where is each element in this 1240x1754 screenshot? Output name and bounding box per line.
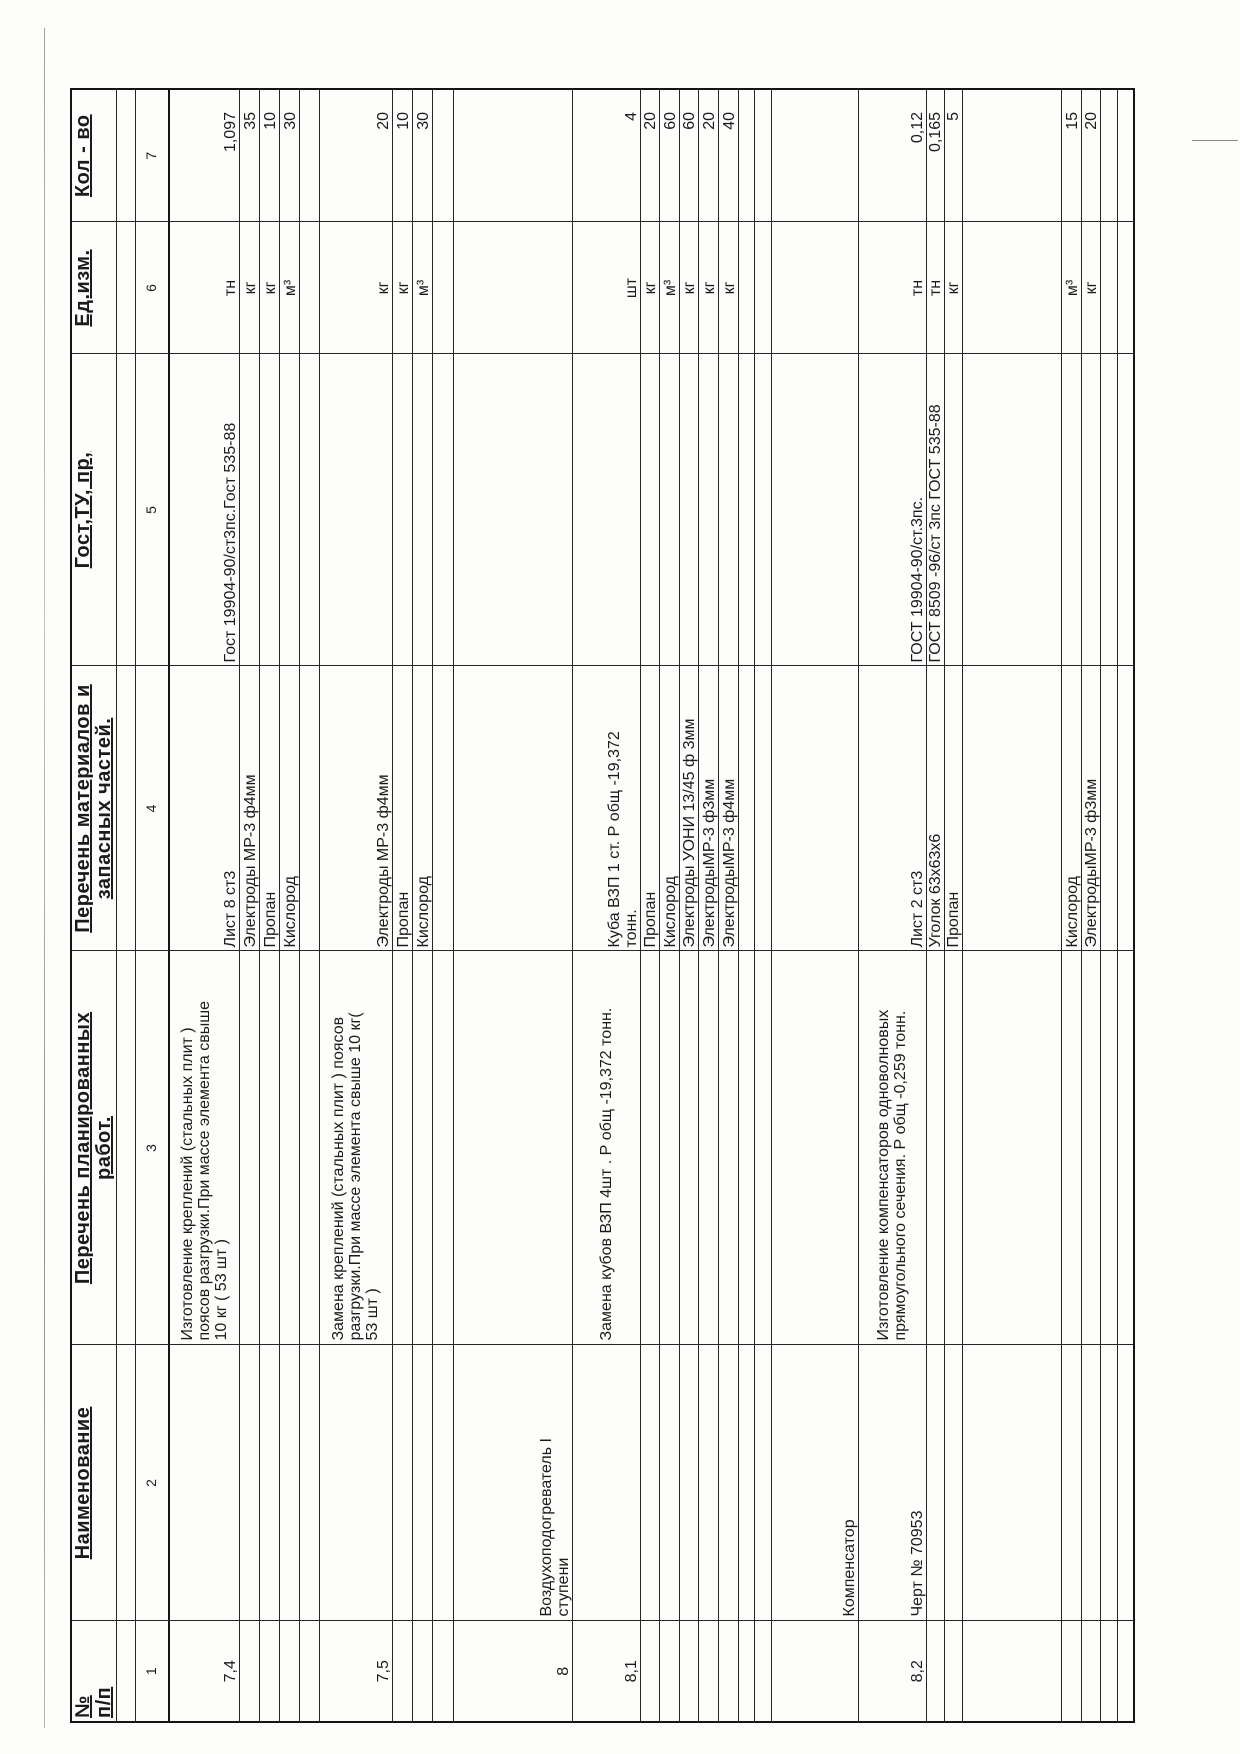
cell-work: Изготовление компенсаторов одноволновых прямоугольного сечения. Р общ -0,259 тонн. bbox=[858, 951, 926, 1345]
table-row bbox=[738, 89, 754, 1722]
cell-qty bbox=[299, 89, 319, 222]
cell-qty: 60 bbox=[659, 89, 679, 222]
cell-gost bbox=[962, 354, 1061, 666]
cell-work bbox=[259, 951, 279, 1345]
header-row bbox=[71, 89, 116, 1722]
cell-qty bbox=[1117, 89, 1134, 222]
spacer-cell bbox=[116, 951, 135, 1345]
cell-unit: кг bbox=[718, 222, 738, 354]
table-row bbox=[926, 89, 944, 1722]
cell-unit: м³ bbox=[659, 222, 679, 354]
table-row bbox=[259, 89, 279, 1722]
cell-gost bbox=[659, 354, 679, 666]
cell-qty bbox=[432, 89, 453, 222]
cell-num bbox=[432, 1621, 453, 1722]
table-row bbox=[1061, 89, 1081, 1722]
cell-work bbox=[944, 951, 962, 1345]
cell-material: Лист 8 ст3 bbox=[169, 666, 239, 951]
cell-unit: м³ bbox=[279, 222, 299, 354]
table-row bbox=[453, 89, 572, 1722]
cell-name bbox=[640, 1345, 659, 1621]
cell-gost bbox=[698, 354, 718, 666]
cell-num bbox=[926, 1621, 944, 1722]
cell-qty: 20 bbox=[698, 89, 718, 222]
cell-num bbox=[279, 1621, 299, 1722]
cell-work bbox=[771, 951, 858, 1345]
cell-name bbox=[319, 1345, 392, 1621]
cell-name bbox=[754, 1345, 771, 1621]
cell-name bbox=[279, 1345, 299, 1621]
cell-work: Изготовление креплений (стальных плит ) поясов разгрузки.При массе элемента свыше 10 кг ( 53 шт ) bbox=[169, 951, 239, 1345]
cell-num bbox=[412, 1621, 432, 1722]
header-spacer-row bbox=[116, 89, 135, 1722]
table-row bbox=[1117, 89, 1134, 1722]
cell-gost bbox=[1100, 354, 1117, 666]
cell-work bbox=[926, 951, 944, 1345]
column-number-row bbox=[135, 89, 169, 1722]
cell-unit bbox=[299, 222, 319, 354]
cell-qty bbox=[1100, 89, 1117, 222]
cell-work bbox=[640, 951, 659, 1345]
column-number-cell: 7 bbox=[135, 89, 169, 222]
cell-name bbox=[659, 1345, 679, 1621]
cell-work: Замена креплений (стальных плит ) поясов разгрузки.При массе элемента свыше 10 кг( 53 шт ) bbox=[319, 951, 392, 1345]
cell-work bbox=[698, 951, 718, 1345]
cell-material: Электроды МР-3 ф4мм bbox=[239, 666, 259, 951]
table-row bbox=[754, 89, 771, 1722]
cell-gost bbox=[453, 354, 572, 666]
column-number-cell: 4 bbox=[135, 666, 169, 951]
cell-material: Пропан bbox=[944, 666, 962, 951]
table-row bbox=[858, 89, 926, 1722]
cell-work bbox=[679, 951, 698, 1345]
cell-num: 8,2 bbox=[858, 1621, 926, 1722]
cell-material: Пропан bbox=[259, 666, 279, 951]
header-cell-unit: Ед.изм. bbox=[71, 222, 116, 354]
cell-unit: кг bbox=[392, 222, 412, 354]
header-cell-num: № п/п bbox=[71, 1621, 116, 1722]
cell-work bbox=[738, 951, 754, 1345]
cell-work bbox=[1117, 951, 1134, 1345]
table-row bbox=[1100, 89, 1117, 1722]
cell-qty: 35 bbox=[239, 89, 259, 222]
cell-qty bbox=[453, 89, 572, 222]
spacer-cell bbox=[116, 354, 135, 666]
cell-qty: 40 bbox=[718, 89, 738, 222]
cell-work bbox=[1081, 951, 1100, 1345]
cell-material: ЭлектродыМР-3 ф3мм bbox=[1081, 666, 1100, 951]
cell-unit bbox=[453, 222, 572, 354]
cell-qty bbox=[962, 89, 1061, 222]
cell-work bbox=[392, 951, 412, 1345]
header-cell-name: Наименование bbox=[71, 1345, 116, 1621]
cell-num bbox=[299, 1621, 319, 1722]
cell-material: ЭлектродыМР-3 ф3мм bbox=[698, 666, 718, 951]
cell-work bbox=[279, 951, 299, 1345]
cell-qty: 20 bbox=[640, 89, 659, 222]
cell-name bbox=[299, 1345, 319, 1621]
cell-gost bbox=[718, 354, 738, 666]
cell-material: Кислород bbox=[1061, 666, 1081, 951]
materials-table bbox=[70, 88, 1135, 1723]
cell-num: 8,1 bbox=[572, 1621, 640, 1722]
cell-gost bbox=[299, 354, 319, 666]
cell-gost: ГОСТ 8509 -96/ст 3пс ГОСТ 535-88 bbox=[926, 354, 944, 666]
cell-work bbox=[299, 951, 319, 1345]
cell-gost bbox=[679, 354, 698, 666]
cell-unit: м³ bbox=[412, 222, 432, 354]
cell-unit: кг bbox=[319, 222, 392, 354]
cell-material bbox=[299, 666, 319, 951]
spacer-cell bbox=[116, 666, 135, 951]
cell-qty: 5 bbox=[944, 89, 962, 222]
cell-gost bbox=[1081, 354, 1100, 666]
cell-name bbox=[926, 1345, 944, 1621]
cell-qty bbox=[738, 89, 754, 222]
header-cell-work: Перечень планированных работ. bbox=[71, 951, 116, 1345]
cell-unit: м³ bbox=[1061, 222, 1081, 354]
rotated-table-wrapper bbox=[70, 90, 1135, 1723]
cell-material bbox=[432, 666, 453, 951]
cell-num: 8 bbox=[453, 1621, 572, 1722]
cell-material bbox=[1100, 666, 1117, 951]
table-row bbox=[572, 89, 640, 1722]
cell-num bbox=[944, 1621, 962, 1722]
cell-material bbox=[754, 666, 771, 951]
cell-material bbox=[453, 666, 572, 951]
column-number-cell: 6 bbox=[135, 222, 169, 354]
cell-num bbox=[1117, 1621, 1134, 1722]
cell-unit bbox=[1117, 222, 1134, 354]
cell-gost bbox=[432, 354, 453, 666]
cell-num bbox=[962, 1621, 1061, 1722]
cell-gost bbox=[738, 354, 754, 666]
cell-material: Электроды УОНИ 13/45 ф 3мм bbox=[679, 666, 698, 951]
cell-work bbox=[1061, 951, 1081, 1345]
header-cell-qty: Кол - во bbox=[71, 89, 116, 222]
cell-gost: Гост 19904-90/ст3пс.Гост 535-88 bbox=[169, 354, 239, 666]
cell-unit: тн bbox=[169, 222, 239, 354]
cell-gost bbox=[754, 354, 771, 666]
cell-work bbox=[754, 951, 771, 1345]
spacer-cell bbox=[116, 89, 135, 222]
cell-unit: тн bbox=[858, 222, 926, 354]
cell-gost bbox=[1117, 354, 1134, 666]
cell-qty bbox=[754, 89, 771, 222]
table-row bbox=[962, 89, 1061, 1722]
cell-num bbox=[659, 1621, 679, 1722]
cell-num bbox=[718, 1621, 738, 1722]
cell-name bbox=[679, 1345, 698, 1621]
cell-unit: кг bbox=[1081, 222, 1100, 354]
table-row bbox=[239, 89, 259, 1722]
spacer-cell bbox=[116, 222, 135, 354]
cell-name bbox=[738, 1345, 754, 1621]
table-row bbox=[412, 89, 432, 1722]
cell-name: Компенсатор bbox=[771, 1345, 858, 1621]
cell-unit: кг bbox=[698, 222, 718, 354]
scan-edge-line bbox=[44, 28, 45, 1728]
cell-material bbox=[771, 666, 858, 951]
cell-gost bbox=[1061, 354, 1081, 666]
cell-qty: 0,165 bbox=[926, 89, 944, 222]
table-row bbox=[944, 89, 962, 1722]
cell-qty: 15 bbox=[1061, 89, 1081, 222]
cell-gost bbox=[771, 354, 858, 666]
table-row bbox=[718, 89, 738, 1722]
column-number-cell: 1 bbox=[135, 1621, 169, 1722]
cell-qty: 20 bbox=[1081, 89, 1100, 222]
cell-gost: ГОСТ 19904-90/ст.3пс. bbox=[858, 354, 926, 666]
cell-num: 7,5 bbox=[319, 1621, 392, 1722]
cell-material: Пропан bbox=[392, 666, 412, 951]
cell-unit: кг bbox=[679, 222, 698, 354]
cell-num: 7,4 bbox=[169, 1621, 239, 1722]
cell-qty bbox=[771, 89, 858, 222]
cell-name bbox=[169, 1345, 239, 1621]
cell-num bbox=[640, 1621, 659, 1722]
cell-unit bbox=[432, 222, 453, 354]
cell-num bbox=[754, 1621, 771, 1722]
cell-material bbox=[962, 666, 1061, 951]
cell-name bbox=[392, 1345, 412, 1621]
cell-gost bbox=[640, 354, 659, 666]
column-number-cell: 2 bbox=[135, 1345, 169, 1621]
cell-gost bbox=[944, 354, 962, 666]
cell-name bbox=[412, 1345, 432, 1621]
cell-unit bbox=[754, 222, 771, 354]
cell-gost bbox=[412, 354, 432, 666]
table-row bbox=[319, 89, 392, 1722]
cell-material bbox=[738, 666, 754, 951]
cell-unit: кг bbox=[239, 222, 259, 354]
cell-name bbox=[239, 1345, 259, 1621]
cell-num bbox=[259, 1621, 279, 1722]
cell-material: Уголок 63х63х6 bbox=[926, 666, 944, 951]
cell-name bbox=[259, 1345, 279, 1621]
cell-material: Кислород bbox=[279, 666, 299, 951]
cell-qty: 10 bbox=[259, 89, 279, 222]
spacer-cell bbox=[116, 1345, 135, 1621]
cell-material: Кислород bbox=[659, 666, 679, 951]
cell-work bbox=[239, 951, 259, 1345]
cell-unit: кг bbox=[259, 222, 279, 354]
cell-material: Лист 2 ст3 bbox=[858, 666, 926, 951]
cell-work bbox=[659, 951, 679, 1345]
cell-work bbox=[412, 951, 432, 1345]
table-row bbox=[279, 89, 299, 1722]
column-number-cell: 5 bbox=[135, 354, 169, 666]
cell-name bbox=[1081, 1345, 1100, 1621]
table-row bbox=[299, 89, 319, 1722]
cell-num bbox=[698, 1621, 718, 1722]
cell-material: ЭлектродыМР-3 ф4мм bbox=[718, 666, 738, 951]
table-row bbox=[392, 89, 412, 1722]
cell-qty: 4 bbox=[572, 89, 640, 222]
cell-name bbox=[718, 1345, 738, 1621]
table-row bbox=[169, 89, 239, 1722]
cell-qty: 10 bbox=[392, 89, 412, 222]
cell-name: Воздухоподогреватель I ступени bbox=[453, 1345, 572, 1621]
cell-unit: тн bbox=[926, 222, 944, 354]
cell-name bbox=[432, 1345, 453, 1621]
spacer-cell bbox=[116, 1621, 135, 1722]
table-header bbox=[71, 89, 169, 1722]
cell-qty: 20 bbox=[319, 89, 392, 222]
cell-unit: кг bbox=[640, 222, 659, 354]
cell-material: Пропан bbox=[640, 666, 659, 951]
cell-num bbox=[679, 1621, 698, 1722]
cell-work bbox=[453, 951, 572, 1345]
header-cell-gost: Гост,ТУ, пр, bbox=[71, 354, 116, 666]
cell-unit bbox=[962, 222, 1061, 354]
cell-name bbox=[1100, 1345, 1117, 1621]
cell-qty: 1,097 bbox=[169, 89, 239, 222]
scan-stray-line bbox=[1192, 140, 1238, 141]
cell-name bbox=[944, 1345, 962, 1621]
cell-unit: шт bbox=[572, 222, 640, 354]
cell-name bbox=[572, 1345, 640, 1621]
cell-gost bbox=[319, 354, 392, 666]
cell-num bbox=[738, 1621, 754, 1722]
cell-unit bbox=[1100, 222, 1117, 354]
cell-material: Куба ВЗП 1 ст. Р общ -19,372 тонн. bbox=[572, 666, 640, 951]
cell-qty: 30 bbox=[412, 89, 432, 222]
cell-work bbox=[962, 951, 1061, 1345]
cell-material bbox=[1117, 666, 1134, 951]
cell-work: Замена кубов ВЗП 4шт . Р общ -19,372 тонн. bbox=[572, 951, 640, 1345]
cell-gost bbox=[392, 354, 412, 666]
cell-num bbox=[239, 1621, 259, 1722]
cell-work bbox=[1100, 951, 1117, 1345]
cell-num bbox=[1061, 1621, 1081, 1722]
cell-num bbox=[771, 1621, 858, 1722]
table-row bbox=[771, 89, 858, 1722]
cell-gost bbox=[572, 354, 640, 666]
cell-unit bbox=[771, 222, 858, 354]
cell-name: Черт № 70953 bbox=[858, 1345, 926, 1621]
cell-material: Электроды МР-3 ф4мм bbox=[319, 666, 392, 951]
cell-gost bbox=[239, 354, 259, 666]
table-row bbox=[640, 89, 659, 1722]
column-number-cell: 3 bbox=[135, 951, 169, 1345]
cell-qty: 30 bbox=[279, 89, 299, 222]
table-row bbox=[1081, 89, 1100, 1722]
cell-work bbox=[432, 951, 453, 1345]
cell-qty: 60 bbox=[679, 89, 698, 222]
header-cell-material: Перечень материалов и запасных частей. bbox=[71, 666, 116, 951]
cell-name bbox=[698, 1345, 718, 1621]
cell-num bbox=[392, 1621, 412, 1722]
table-row bbox=[679, 89, 698, 1722]
table-row bbox=[659, 89, 679, 1722]
cell-gost bbox=[279, 354, 299, 666]
table-body bbox=[169, 89, 1134, 1722]
table-row bbox=[698, 89, 718, 1722]
cell-qty: 0,12 bbox=[858, 89, 926, 222]
cell-num bbox=[1100, 1621, 1117, 1722]
cell-material: Кислород bbox=[412, 666, 432, 951]
cell-num bbox=[1081, 1621, 1100, 1722]
cell-unit bbox=[738, 222, 754, 354]
cell-unit: кг bbox=[944, 222, 962, 354]
cell-work bbox=[718, 951, 738, 1345]
cell-gost bbox=[259, 354, 279, 666]
cell-name bbox=[962, 1345, 1061, 1621]
cell-name bbox=[1061, 1345, 1081, 1621]
table-row bbox=[432, 89, 453, 1722]
cell-name bbox=[1117, 1345, 1134, 1621]
